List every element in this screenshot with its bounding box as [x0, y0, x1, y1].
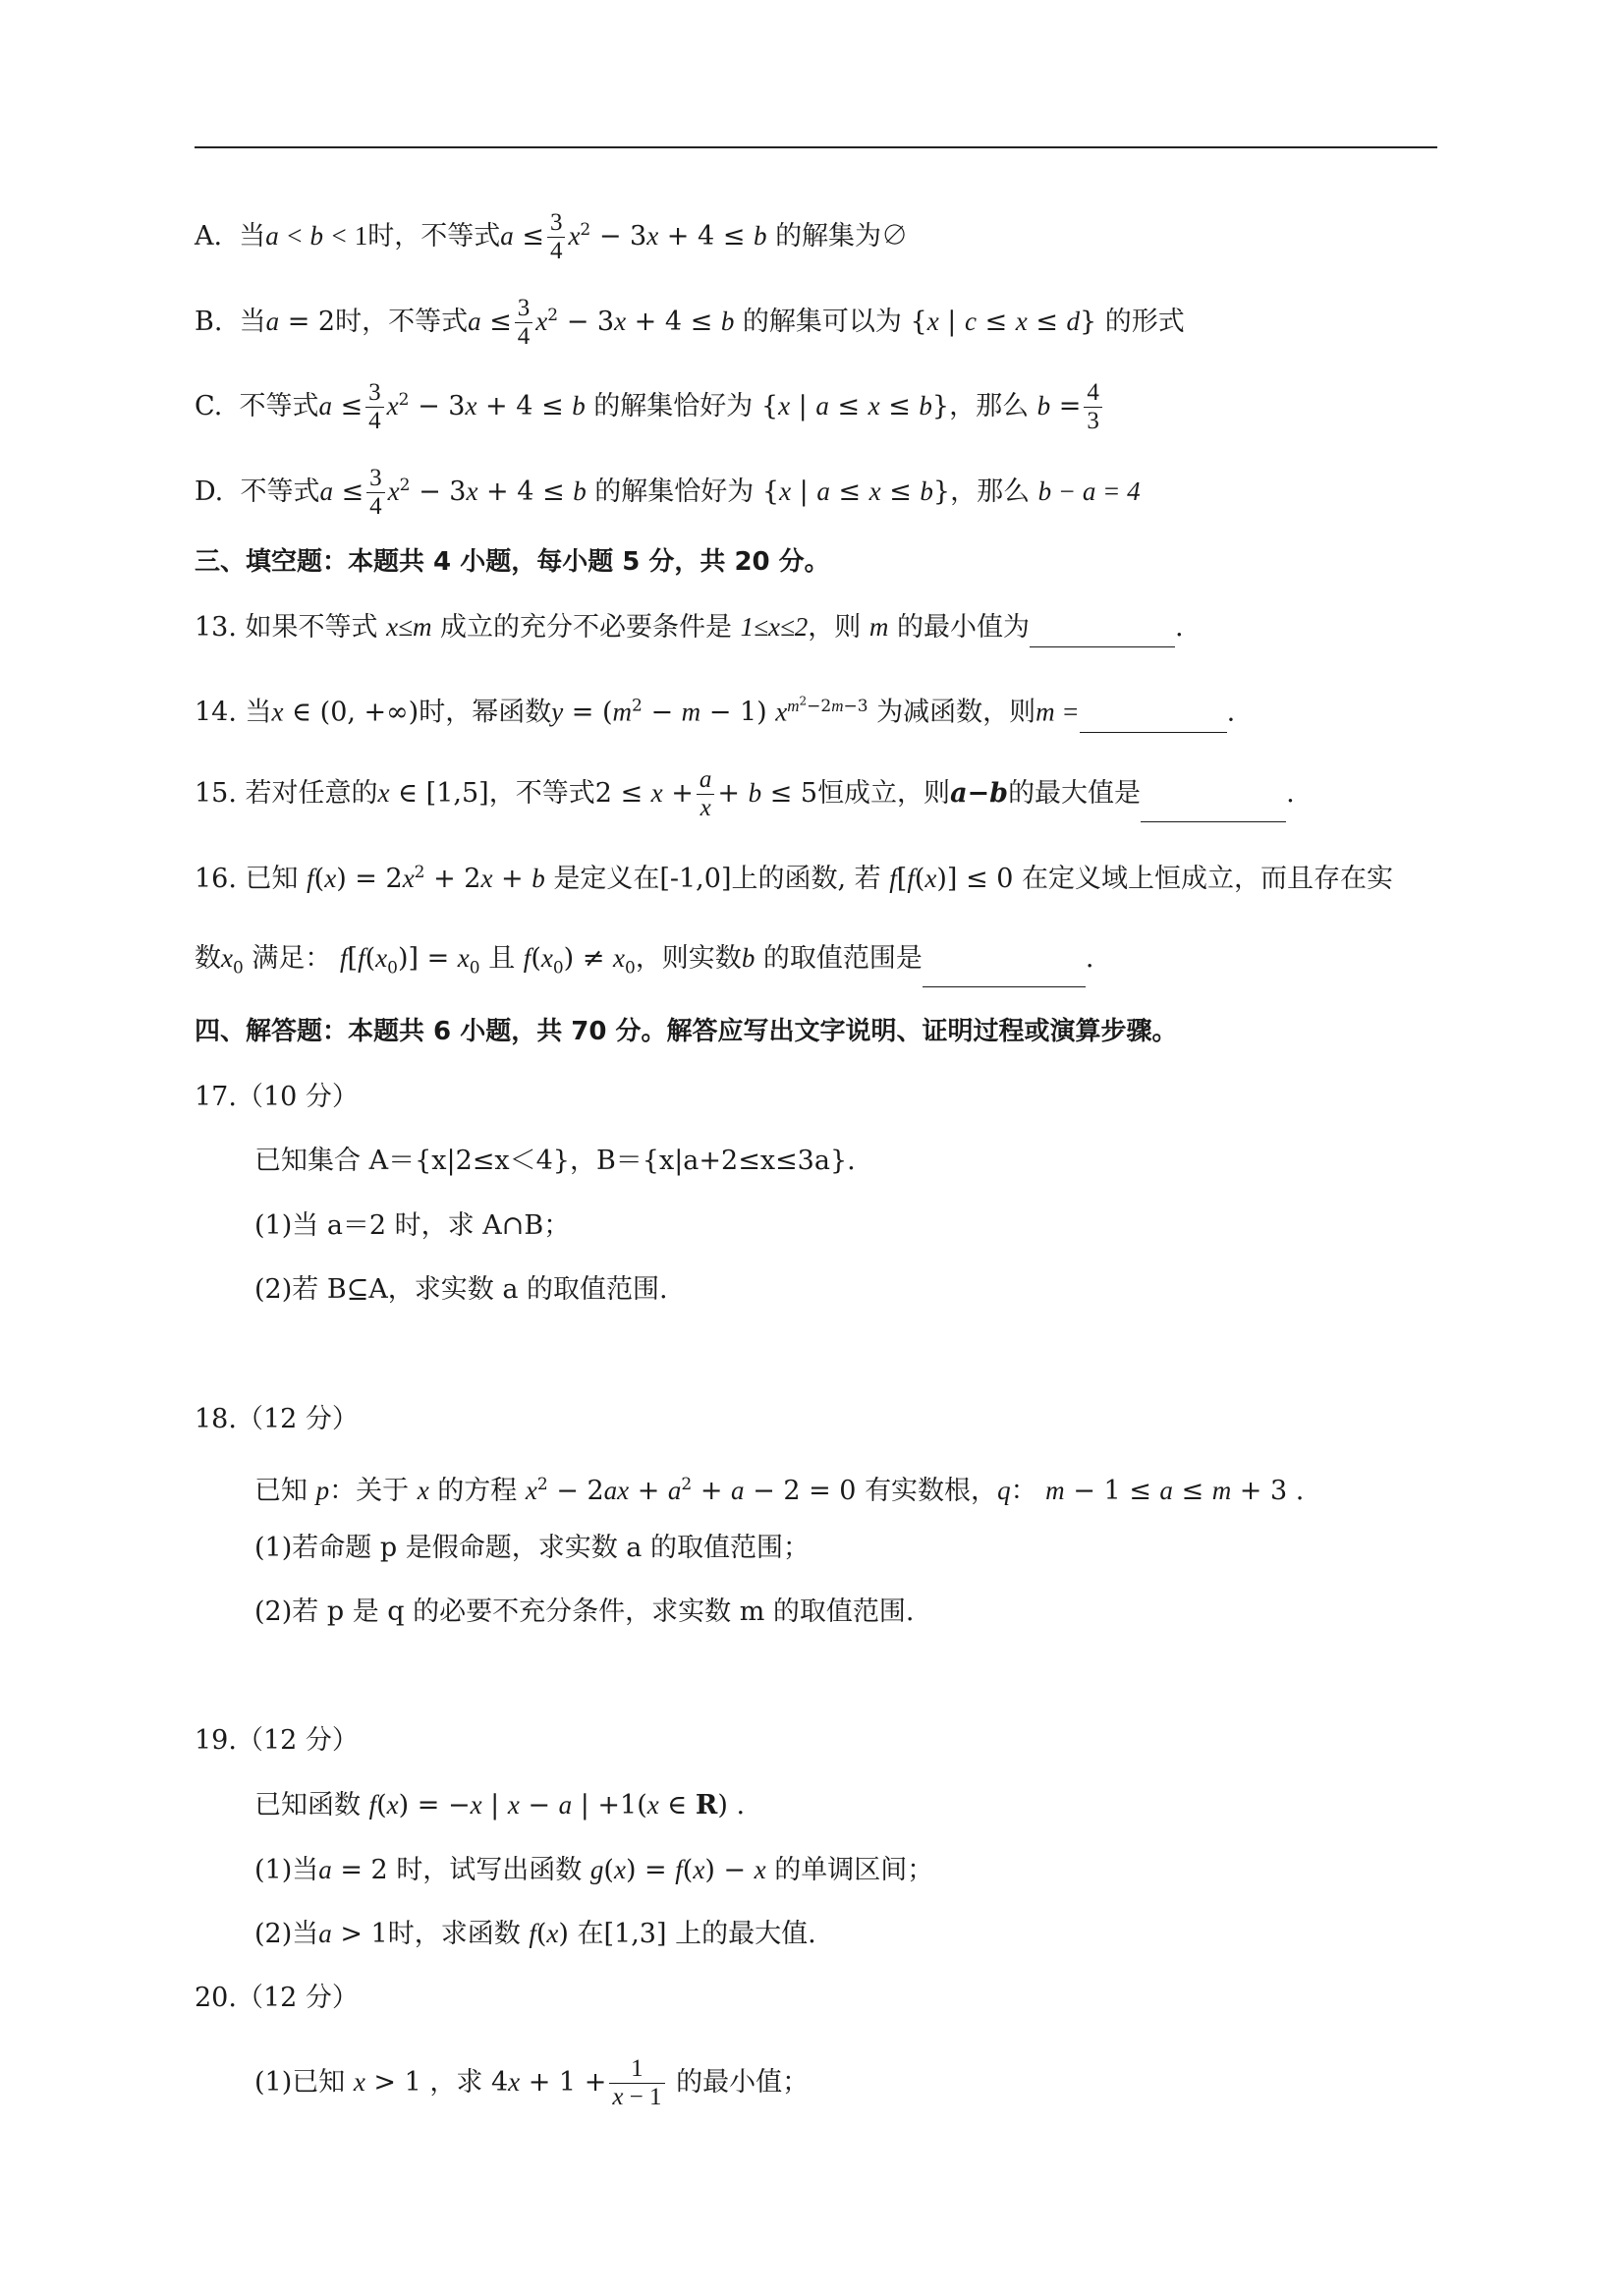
question-18-stem: 已知 p：关于 x 的方程 $x^2 - 2ax + a^2 + a - 2 = 0$ 有实数根，q： m − 1 ≤ a ≤ m + 3 . [254, 1475, 1305, 1506]
answer-blank[interactable] [923, 957, 1086, 987]
option-a: A. 当a < b < 1时，不等式a ≤ $\frac{3}{4}$ $x^2 - 3x + 4 \le b$ 的解集为∅ [195, 209, 909, 264]
section-4-title: 四、解答题：本题共 6 小题，共 70 分。解答应写出文字说明、证明过程或演算步骤。 [195, 1017, 1178, 1046]
question-17-part-2: (2)若 B⊆A，求实数 a 的取值范围. [254, 1274, 668, 1305]
answer-blank[interactable] [1141, 792, 1286, 822]
option-c: C. 不等式a ≤ $\frac{3}{4}$ $x^2 - 3x + 4 \le b$ 的解集恰好为 {x | a ≤ x ≤ b}，那么 b = $\frac{4}{3}$ [195, 379, 1105, 435]
question-15: 15. 若对任意的x ∈ [1,5]，不等式2 ≤ x + $\frac{a}{x}$ + b ≤ 5恒成立，则a−b的最大值是 . [195, 766, 1295, 821]
question-17-stem: 已知集合 A＝{x|2≤x＜4}，B＝{x|a+2≤x≤3a}. [254, 1146, 856, 1176]
question-14: 14. 当x ∈ (0, +∞)时，幂函数$y = (m^2 - m - 1)$ $x^{m^2-2m-3}$ 为减函数，则m = . [195, 681, 1235, 733]
question-17-part-1: (1)当 a＝2 时，求 A∩B； [254, 1210, 571, 1241]
question-13: 13. 如果不等式 x≤m 成立的充分不必要条件是 1≤x≤2，则 m 的最小值为 . [195, 607, 1184, 647]
question-18-part-1: (1)若命题 p 是假命题，求实数 a 的取值范围； [254, 1533, 810, 1563]
question-18-header: 18.（12 分） [195, 1404, 359, 1434]
question-19-stem: 已知函数 f(x) = −x | x − a | +1(x ∈ R) . [254, 1790, 746, 1820]
answer-blank[interactable] [1080, 702, 1227, 733]
question-20-header: 20.（12 分） [195, 1983, 359, 2013]
option-d: D. 不等式a ≤ $\frac{3}{4}$ $x^2 - 3x + 4 \le b$ 的解集恰好为 {x | a ≤ x ≤ b}，那么 b − a = 4 [195, 465, 1141, 520]
question-19-part-1: (1)当a = 2 时，试写出函数 g(x) = f(x) − x 的单调区间； [254, 1855, 934, 1885]
answer-blank[interactable] [1030, 617, 1175, 647]
question-18-part-2: (2)若 p 是 q 的必要不充分条件，求实数 m 的取值范围. [254, 1596, 915, 1627]
question-20-part-1: (1)已知 x > 1 ，求 4x + 1 + $\frac{1}{x - 1}$ 的最小值； [254, 2055, 810, 2110]
question-19-header: 19.（12 分） [195, 1725, 359, 1756]
question-16-line-1: 16. 已知 $f(x) = 2x^2 + 2x + b$ 是定义在[-1,0]上的函数, 若 f[f(x)] ≤ 0 在定义域上恒成立，而且存在实 [195, 863, 1393, 894]
question-19-part-2: (2)当a > 1时，求函数 f(x) 在[1,3] 上的最大值. [254, 1919, 816, 1949]
option-b: B. 当a = 2时，不等式a ≤ $\frac{3}{4}$ $x^2 - 3x + 4 \le b$ 的解集可以为 {x | c ≤ x ≤ d} 的形式 [195, 295, 1185, 350]
header-rule [195, 146, 1437, 148]
section-3-title: 三、填空题：本题共 4 小题，每小题 5 分，共 20 分。 [195, 547, 830, 577]
question-17-header: 17.（10 分） [195, 1082, 359, 1112]
question-16-line-2: 数$x_0$ 满足： $f[f(x_0)] = x_0$ 且 $f(x_0) \ne x_0$，则实数b 的取值范围是 . [195, 938, 1094, 987]
